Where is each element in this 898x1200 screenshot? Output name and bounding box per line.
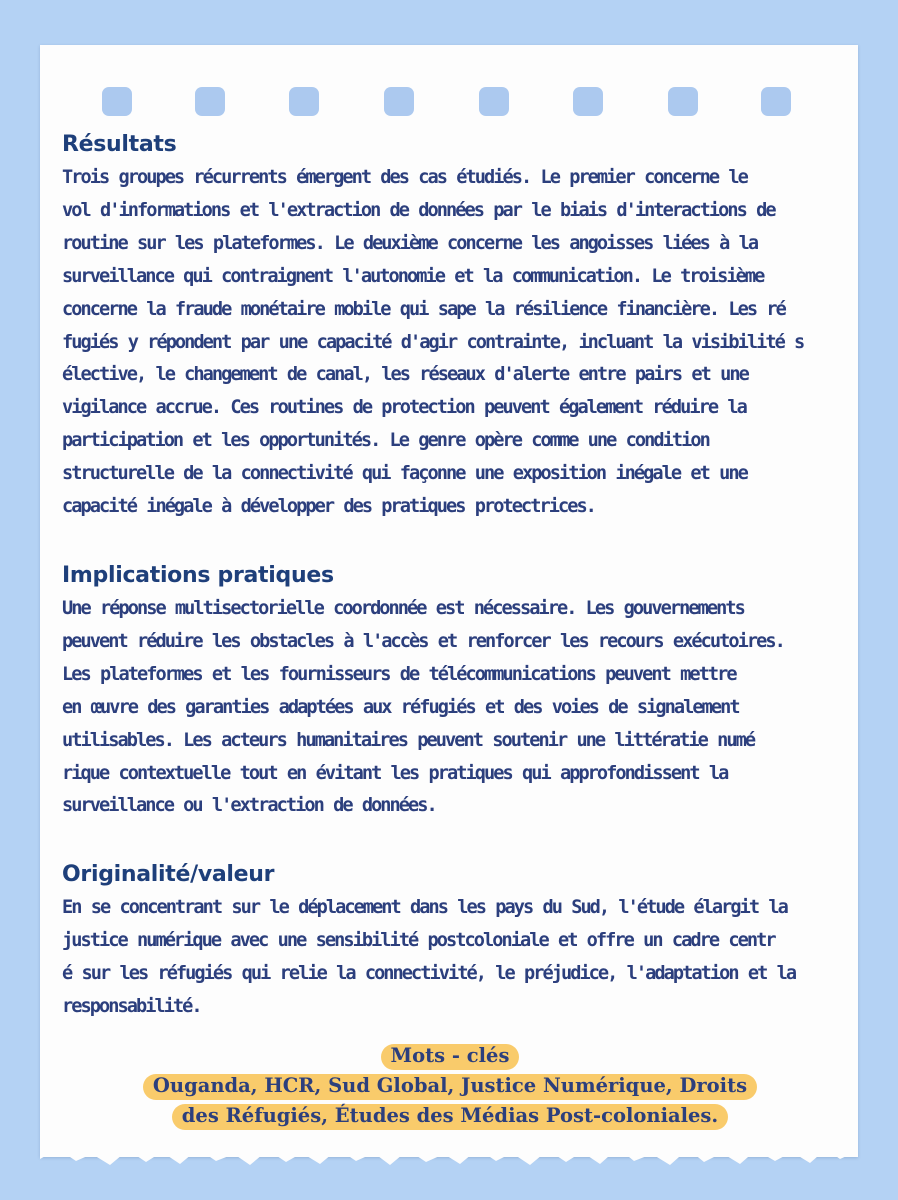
section-heading [62, 130, 180, 160]
section-originality-value [62, 860, 852, 1024]
section-results [62, 130, 852, 524]
keywords-line: des Réfugiés, Études des Médias Post-coloniales. [172, 1101, 728, 1131]
keywords-title: Mots - clés [381, 1041, 520, 1071]
section-practical-implications [62, 561, 852, 823]
section-body: Une réponse multisectorielle coordonnée est nécessaire. Les gouvernements peuvent réduire les obstacles à l'accès et renforcer les recours exécutoires. Les plateformes et les fournisseurs de télécommunications peuvent mettre en œuvre des garanties adaptées aux réfugiés et des voies de signalement utilisables. Les acteurs humanitaires peuvent soutenir une littératie numé rique contextuelle tout en évitant les pratiques qui approfondissent la surveillance ou l'extraction de données. [62, 598, 784, 817]
torn-paper-edge [40, 1137, 858, 1177]
binder-hole [479, 87, 509, 116]
binder-holes [40, 87, 858, 117]
binder-hole [195, 87, 225, 116]
section-heading [62, 561, 338, 591]
heading-text: Résultats [62, 132, 177, 157]
binder-hole [761, 87, 791, 116]
binder-hole [668, 87, 698, 116]
section-body: Trois groupes récurrents émergent des cas étudiés. Le premier concerne le vol d'informations et l'extraction de données par le biais d'interactions de routine sur les plateformes. Le deuxième concerne les angoisses liées à la surveillance qui contraignent l'autonomie et la communication. Le troisième concerne la fraude monétaire mobile qui sape la résilience financière. Les ré fugiés y répondent par une capacité d'agir contrainte, incluant la visibilité s élective, le changement de canal, les réseaux d'alerte entre pairs et une vigilance accrue. Ces routines de protection peuvent également réduire la participation et les opportunités. Le genre opère comme une condition structurelle de la connectivité qui façonne une exposition inégale et une capacité inégale à développer des pratiques protectrices. [62, 167, 804, 518]
keywords-block [110, 1041, 790, 1131]
binder-hole [102, 87, 132, 116]
section-body: En se concentrant sur le déplacement dans les pays du Sud, l'étude élargit la justice numérique avec une sensibilité postcoloniale et offre un cadre centr é sur les réfugiés qui relie la connectivité, le préjudice, l'adaptation et la responsabilité. [62, 897, 796, 1017]
binder-hole [384, 87, 414, 116]
heading-text: Originalité/valeur [62, 862, 275, 887]
binder-hole [289, 87, 319, 116]
binder-hole [573, 87, 603, 116]
section-heading [62, 860, 278, 890]
keywords-line: Ouganda, HCR, Sud Global, Justice Numérique, Droits [143, 1071, 757, 1101]
heading-text: Implications pratiques [62, 563, 334, 588]
